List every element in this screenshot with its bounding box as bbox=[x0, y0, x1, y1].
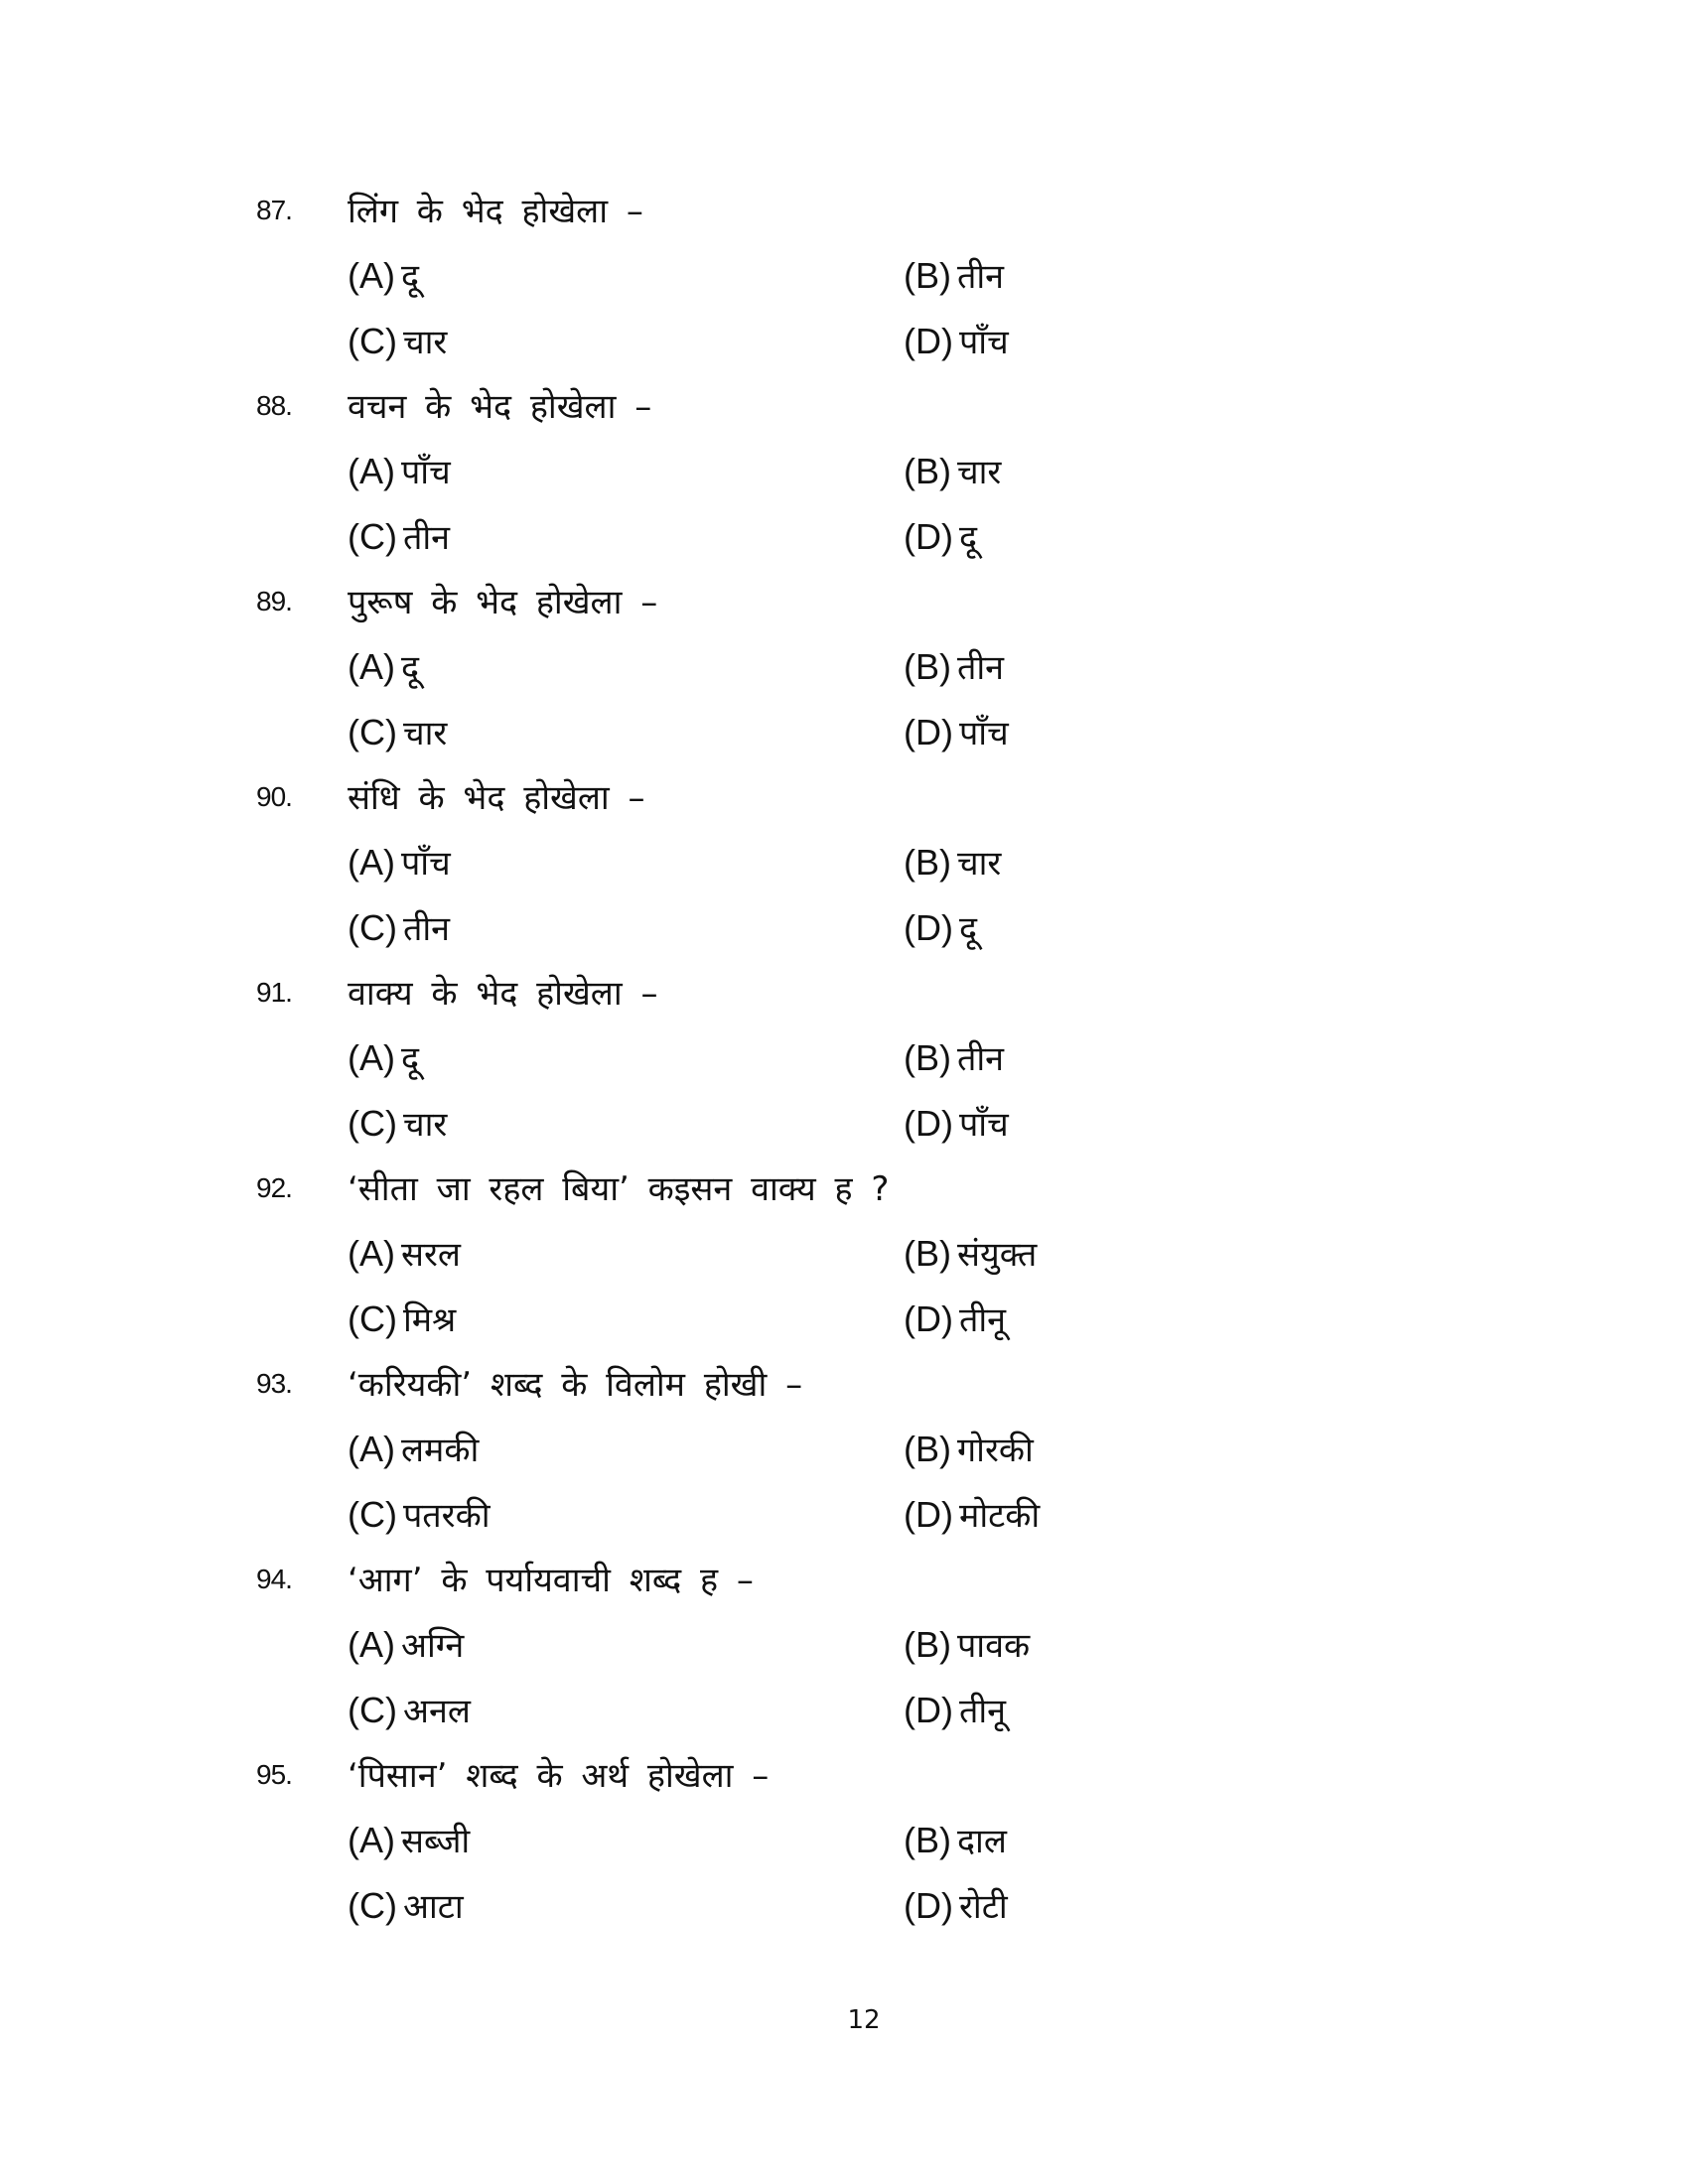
option-b[interactable] bbox=[904, 643, 1004, 689]
option-label: (D) bbox=[904, 516, 953, 557]
option-text: संयुक्त bbox=[957, 1235, 1038, 1275]
question-text: लिंग के भेद होखेला – bbox=[348, 192, 643, 231]
option-b[interactable] bbox=[904, 1034, 1004, 1080]
option-label: (B) bbox=[904, 1624, 951, 1665]
option-text: गोरकी bbox=[957, 1431, 1034, 1470]
option-label: (D) bbox=[904, 321, 953, 361]
option-c[interactable] bbox=[348, 1100, 447, 1146]
option-d[interactable] bbox=[904, 1296, 1006, 1341]
option-text: अनल bbox=[402, 1692, 471, 1731]
option-a[interactable] bbox=[348, 839, 451, 885]
option-label: (A) bbox=[348, 1820, 395, 1860]
option-text: पाँच bbox=[401, 453, 451, 492]
option-text: मिश्र bbox=[402, 1300, 457, 1340]
option-text: तीनू bbox=[958, 1300, 1007, 1340]
option-d[interactable] bbox=[904, 1687, 1006, 1732]
option-text: मोटकी bbox=[958, 1496, 1041, 1536]
option-b[interactable] bbox=[904, 1230, 1037, 1276]
question-text: वचन के भेद होखेला – bbox=[348, 387, 652, 427]
option-label: (C) bbox=[348, 1690, 397, 1730]
option-text: तीन bbox=[957, 257, 1005, 297]
option-c[interactable] bbox=[348, 1687, 471, 1732]
option-text: तीनू bbox=[958, 1692, 1007, 1731]
option-label: (B) bbox=[904, 451, 951, 491]
option-a[interactable] bbox=[348, 1230, 461, 1276]
option-label: (C) bbox=[348, 1885, 397, 1926]
option-text: आटा bbox=[402, 1887, 464, 1927]
option-label: (D) bbox=[904, 1885, 953, 1926]
option-text: पाँच bbox=[958, 323, 1009, 362]
option-text: सरल bbox=[401, 1235, 461, 1275]
option-d[interactable] bbox=[904, 904, 977, 950]
option-text: चार bbox=[402, 323, 448, 362]
option-text: दू bbox=[958, 518, 978, 558]
option-label: (C) bbox=[348, 1103, 397, 1144]
option-text: रोटी bbox=[958, 1887, 1008, 1927]
option-text: तीन bbox=[402, 518, 451, 558]
option-text: पाँच bbox=[958, 1105, 1009, 1145]
option-label: (D) bbox=[904, 712, 953, 752]
option-text: चार bbox=[402, 714, 448, 753]
option-label: (B) bbox=[904, 842, 951, 883]
option-label: (D) bbox=[904, 1298, 953, 1339]
question-number: 90. bbox=[256, 781, 292, 812]
option-a[interactable] bbox=[348, 1817, 470, 1862]
option-label: (C) bbox=[348, 321, 397, 361]
option-b[interactable] bbox=[904, 1817, 1007, 1862]
question-text: ‘सीता जा रहल बिया’ कइसन वाक्य ह ? bbox=[348, 1169, 890, 1209]
option-text: चार bbox=[957, 844, 1002, 884]
option-a[interactable] bbox=[348, 1621, 464, 1667]
question-number: 94. bbox=[256, 1564, 292, 1594]
option-text: पावक bbox=[957, 1626, 1031, 1666]
option-label: (C) bbox=[348, 1298, 397, 1339]
option-label: (D) bbox=[904, 1103, 953, 1144]
question-text: वाक्य के भेद होखेला – bbox=[348, 974, 658, 1014]
option-label: (C) bbox=[348, 516, 397, 557]
option-a[interactable] bbox=[348, 448, 451, 493]
option-c[interactable] bbox=[348, 513, 450, 559]
option-d[interactable] bbox=[904, 318, 1009, 363]
option-text: चार bbox=[402, 1105, 448, 1145]
option-label: (C) bbox=[348, 1494, 397, 1535]
option-text: दू bbox=[401, 257, 420, 297]
option-text: दू bbox=[401, 1039, 420, 1079]
question-text: ‘करियकी’ शब्द के विलोम होखी – bbox=[348, 1365, 803, 1405]
option-text: तीन bbox=[957, 648, 1005, 688]
option-text: दू bbox=[958, 909, 978, 949]
option-b[interactable] bbox=[904, 1426, 1034, 1471]
option-text: पाँच bbox=[958, 714, 1009, 753]
option-c[interactable] bbox=[348, 1296, 456, 1341]
option-label: (B) bbox=[904, 1820, 951, 1860]
question-number: 91. bbox=[256, 977, 292, 1008]
option-d[interactable] bbox=[904, 709, 1009, 754]
option-label: (A) bbox=[348, 255, 395, 296]
option-a[interactable] bbox=[348, 1426, 479, 1471]
option-label: (A) bbox=[348, 842, 395, 883]
question-text: पुरूष के भेद होखेला – bbox=[348, 583, 658, 622]
option-text: दू bbox=[401, 648, 420, 688]
option-label: (C) bbox=[348, 907, 397, 948]
option-label: (B) bbox=[904, 255, 951, 296]
option-text: पतरकी bbox=[402, 1496, 491, 1536]
option-label: (D) bbox=[904, 907, 953, 948]
option-text: लमकी bbox=[401, 1431, 480, 1470]
option-b[interactable] bbox=[904, 839, 1001, 885]
option-label: (A) bbox=[348, 1429, 395, 1469]
option-c[interactable] bbox=[348, 709, 447, 754]
option-label: (C) bbox=[348, 712, 397, 752]
option-c[interactable] bbox=[348, 904, 450, 950]
option-label: (B) bbox=[904, 1429, 951, 1469]
question-text: संधि के भेद होखेला – bbox=[348, 778, 645, 818]
option-a[interactable] bbox=[348, 643, 419, 689]
option-d[interactable] bbox=[904, 1882, 1008, 1928]
option-d[interactable] bbox=[904, 1100, 1009, 1146]
option-text: तीन bbox=[402, 909, 451, 949]
option-text: पाँच bbox=[401, 844, 451, 884]
question-text: ‘पिसान’ शब्द के अर्थ होखेला – bbox=[348, 1756, 770, 1796]
option-b[interactable] bbox=[904, 252, 1004, 298]
option-d[interactable] bbox=[904, 1491, 1040, 1537]
question-number: 87. bbox=[256, 195, 292, 225]
option-b[interactable] bbox=[904, 1621, 1030, 1667]
option-label: (A) bbox=[348, 1037, 395, 1078]
option-label: (A) bbox=[348, 1624, 395, 1665]
option-label: (A) bbox=[348, 1233, 395, 1274]
question-number: 89. bbox=[256, 586, 292, 616]
option-a[interactable] bbox=[348, 252, 419, 298]
option-c[interactable] bbox=[348, 1491, 491, 1537]
option-label: (D) bbox=[904, 1494, 953, 1535]
option-b[interactable] bbox=[904, 448, 1001, 493]
question-number: 95. bbox=[256, 1759, 292, 1790]
page-number: 12 bbox=[847, 2005, 881, 2035]
option-text: तीन bbox=[957, 1039, 1005, 1079]
question-number: 88. bbox=[256, 390, 292, 421]
option-c[interactable] bbox=[348, 318, 447, 363]
option-d[interactable] bbox=[904, 513, 977, 559]
option-text: अग्नि bbox=[401, 1626, 465, 1666]
option-a[interactable] bbox=[348, 1034, 419, 1080]
option-label: (A) bbox=[348, 451, 395, 491]
option-label: (D) bbox=[904, 1690, 953, 1730]
option-c[interactable] bbox=[348, 1882, 464, 1928]
option-label: (B) bbox=[904, 1037, 951, 1078]
option-text: चार bbox=[957, 453, 1002, 492]
question-text: ‘आग’ के पर्यायवाची शब्द ह – bbox=[348, 1561, 754, 1600]
option-text: सब्जी bbox=[401, 1822, 471, 1861]
option-label: (B) bbox=[904, 646, 951, 687]
question-number: 93. bbox=[256, 1368, 292, 1399]
option-label: (B) bbox=[904, 1233, 951, 1274]
question-number: 92. bbox=[256, 1172, 292, 1203]
option-label: (A) bbox=[348, 646, 395, 687]
option-text: दाल bbox=[957, 1822, 1007, 1861]
